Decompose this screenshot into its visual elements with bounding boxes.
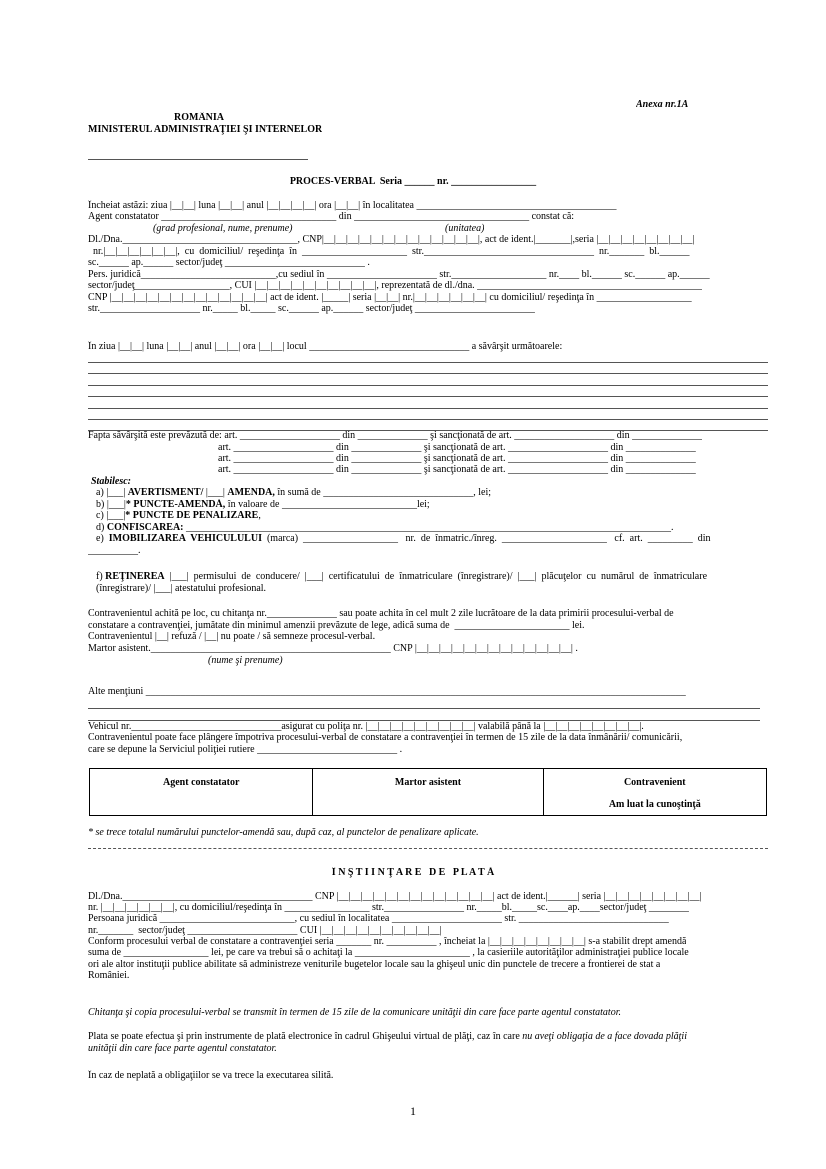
item-letter: e) <box>96 533 109 544</box>
field-text[interactable]: (marca) ___________________ nr. de înmatric./înreg. _____________________ cf. art. _________ din <box>261 533 711 544</box>
label: Martor asistent <box>394 777 462 788</box>
witness-hint: (nume şi prenume) <box>88 655 283 666</box>
annex-label: Anexa nr.1A <box>636 99 689 110</box>
blank-line[interactable] <box>88 408 768 409</box>
notice-line[interactable]: Dl./Dna.______________________________________ CNP |__|__|__|__|__|__|__|__|__|__|__|__|__| act de ident.|______| seria |__|__|__|__|__|__|__|__| <box>88 891 702 902</box>
receipt-note: Chitanţa şi copia procesului-verbal se transmit în termen de 15 zile de la comunicare unităţii din care face parte agentul constatator. <box>88 1007 621 1018</box>
label: AVERTISMENT/ <box>127 487 206 498</box>
sanction-e-cont[interactable]: __________. <box>88 545 141 556</box>
label: CONFISCAREA: <box>106 522 184 533</box>
offense-line[interactable]: art. ____________________ din ______________ şi sancţionată de art. ____________________ din ______________ <box>88 464 696 475</box>
form-line[interactable]: CNP |__|__|__|__|__|__|__|__|__|__|__|__|__| act de ident. |_____| seria |__|__| nr.|__|__|__|__|__|__| cu domiciliul/ reşedinţa în ___________________ <box>88 292 692 303</box>
item-letter: d) <box>96 522 107 533</box>
signature-table <box>89 768 767 816</box>
footnote: * se trece totalul numărului punctelor-amendă sau, după caz, al punctelor de penalizare aplicate. <box>88 827 479 838</box>
page-number: 1 <box>410 1106 416 1117</box>
divider <box>88 159 308 160</box>
field-text[interactable]: |___| permisului de conducere/ |___| certificatului de înmatriculare (înregistrare)/ |___| plăcuţelor cu numărul de înmatriculare <box>164 571 708 582</box>
witness-line[interactable]: Martor asistent.________________________________________________ CNP |__|__|__|__|__|__|__|__|__|__|__|__|__| . <box>88 643 578 654</box>
notice-line[interactable]: Persoana juridică ___________________________, cu sediul în localitatea ______________________ str. ______________________________ <box>88 913 669 924</box>
blank-line[interactable] <box>88 385 768 386</box>
ministry-heading: MINISTERUL ADMINISTRAŢIEI ŞI INTERNELOR <box>88 124 323 135</box>
signature-witness[interactable] <box>313 769 543 816</box>
offense-line[interactable]: art. ____________________ din ______________ şi sancţionată de art. ____________________ din ______________ <box>88 442 696 453</box>
field-text: , <box>258 510 261 521</box>
sanction-e[interactable] <box>96 533 711 544</box>
blank-line[interactable] <box>88 708 760 709</box>
label: * PUNCTE-AMENDĂ, <box>125 499 226 510</box>
country-heading: ROMÂNIA <box>174 112 224 123</box>
vehicle-line[interactable]: Vehicul nr.______________________________asigurat cu poliţa nr. |__|__|__|__|__|__|__|__|__| valabilă până la |__|__|__|__|__|__|__|__|. <box>88 721 644 732</box>
checkbox-text[interactable]: a) |___| <box>96 487 128 498</box>
form-line[interactable]: Agent constatator ___________________________________ din ___________________________________ constat că: <box>88 211 575 222</box>
form-line[interactable]: str.____________________ nr._____ bl._____ sc.______ ap.______ sector/judeţ ________________________ <box>88 303 535 314</box>
document-title: PROCES-VERBAL Seria ______ nr. _________________ <box>289 176 537 187</box>
blank-line[interactable] <box>88 373 768 374</box>
complaint-line: Contravenientul poate face plângere împotriva procesului-verbal de constatare a contravenţiei în termen de 15 zile de la data înmânării/ comunicării, <box>88 732 683 743</box>
sanction-f[interactable] <box>96 571 707 582</box>
nonpayment-note: În caz de neplată a obligaţiilor se va trece la executarea silită. <box>88 1070 334 1081</box>
notice-line: ori ale altor instituţii publice abilitate să administreze veniturile bugetelor locale sau la ghişeul unic din punctele de trecere a frontierei de stat a <box>88 959 661 970</box>
signature-agent[interactable] <box>90 769 313 816</box>
label: REŢINEREA <box>105 571 165 582</box>
offense-line[interactable]: Fapta săvârşită este prevăzută de: art. ____________________ din ______________ şi sancţionată de art. ____________________ din ______________ <box>88 430 703 441</box>
payment-line[interactable]: constatare a contravenţiei, jumătate din minimul amenzii prevăzute de lege, adică suma de _______________________ lei. <box>88 620 585 631</box>
refusal-line[interactable]: Contravenientul |__| refuză / |__| nu poate / să semneze procesul-verbal. <box>88 631 376 642</box>
notice-line: României. <box>88 970 130 981</box>
form-line[interactable]: Încheiat astăzi: ziua |__|__| luna |__|__| anul |__|__|__|__| ora |__|__| în localitatea ________________________________________ <box>88 200 617 211</box>
electronic-payment-note-cont: unităţii din care face parte agentul constatator. <box>88 1043 277 1054</box>
checkbox-text[interactable]: b) |___| <box>96 499 126 510</box>
label: Am luat la cunoştinţă <box>608 799 701 810</box>
field-text[interactable]: în valoare de ___________________________lei; <box>225 499 430 510</box>
checkbox-text[interactable]: c) |___| <box>96 510 126 521</box>
offense-line[interactable]: art. ____________________ din ______________ şi sancţionată de art. ____________________ din ______________ <box>88 453 696 464</box>
form-line[interactable]: sector/judeţ___________________, CUI |__|__|__|__|__|__|__|__|__|__|, reprezentată de dl./dna. _____________________________________________ <box>88 280 703 291</box>
item-letter: f) <box>96 571 106 582</box>
sanction-b[interactable] <box>96 499 430 510</box>
label: IMOBILIZAREA VEHICULULUI <box>108 533 262 544</box>
sanction-d[interactable] <box>96 522 674 533</box>
checkbox-text[interactable]: |___| <box>205 487 228 498</box>
blank-line[interactable] <box>88 396 768 397</box>
sanction-f-cont[interactable]: (înregistrare)/ |___| atestatului profesional. <box>96 583 267 594</box>
payment-line[interactable]: Contravenientul achită pe loc, cu chitanţa nr.______________ sau poate achita în cel mult 2 zile lucrătoare de la data primirii procesului-verbal de <box>88 608 674 619</box>
sanction-c[interactable] <box>96 510 261 521</box>
incident-line[interactable]: În ziua |__|__| luna |__|__| anul |__|__| ora |__|__| locul ________________________________ a săvârşit următoarele: <box>88 341 563 352</box>
label: Contravenient <box>623 777 686 788</box>
form-line[interactable]: Pers. juridică___________________________,cu sediul în ______________________ str.___________________ nr.____ bl.______ sc.______ ap.______ <box>88 269 710 280</box>
other-mentions[interactable]: Alte menţiuni ____________________________________________________________________________________________________________ <box>88 686 686 697</box>
signature-offender[interactable] <box>543 769 766 816</box>
blank-line[interactable] <box>88 419 768 420</box>
field-text[interactable]: _________________________________________________________________________________________________. <box>183 522 674 533</box>
form-line[interactable]: nr.|__|__|__|__|__|__|, cu domiciliul/ reşedinţa în _____________________ str.__________________________________ nr._______ bl.______ <box>88 246 690 257</box>
notice-line[interactable]: nr. |__|__|__|__|__|__|, cu domiciliul/reşedinţa în _________________ str.________________ nr._____bl._____sc.____ap.____sector/judeţ ________ <box>88 902 689 913</box>
cut-line <box>88 848 768 849</box>
complaint-line[interactable]: care se depune la Serviciul poliţiei rutiere ____________________________ . <box>88 744 403 755</box>
label: AMENDA, <box>227 487 275 498</box>
text: nu aveţi obligaţia de a face dovada plăţii <box>522 1031 687 1042</box>
form-line[interactable]: Dl./Dna.___________________________________, CNP|__|__|__|__|__|__|__|__|__|__|__|__|__|, act de ident.|_______|,seria |__|__|__|__|__|__|__|__| <box>88 234 695 245</box>
sanction-a[interactable] <box>96 487 491 498</box>
label: Agent constatator <box>163 777 240 788</box>
notice-line[interactable]: Conform procesului verbal de constatare a contravenţiei seria _______ nr. __________ , încheiat la |__|__|__|__|__|__|__|__| s-a stabilit drept amendă <box>88 936 687 947</box>
notice-line[interactable]: suma de _________________ lei, pe care va trebui să o achitaţi la _______________________ , la casieriile autorităţilor administraţiei publice locale <box>88 947 689 958</box>
blank-line[interactable] <box>88 362 768 363</box>
text: Plata se poate efectua şi prin instrumente de plată electronice în cadrul Ghişeului virtual de plăţi, caz în care <box>88 1031 523 1042</box>
label: * PUNCTE DE PENALIZARE <box>125 510 259 521</box>
field-text[interactable]: în sumă de ______________________________, lei; <box>274 487 492 498</box>
stabilesc-heading: Stabilesc: <box>91 476 131 487</box>
notice-line[interactable]: nr._______ sector/judeţ ______________________ CUI |__|__|__|__|__|__|__|__|__|__| <box>88 925 442 936</box>
electronic-payment-note <box>88 1031 687 1042</box>
notice-title: Î N Ş T I I N Ţ A R E D E P L A T Ă <box>331 867 495 878</box>
form-hint: (grad profesional, nume, prenume) (unitatea) <box>88 223 485 234</box>
form-line[interactable]: sc.______ ap.______ sector/judeţ ____________________________ . <box>88 257 370 268</box>
